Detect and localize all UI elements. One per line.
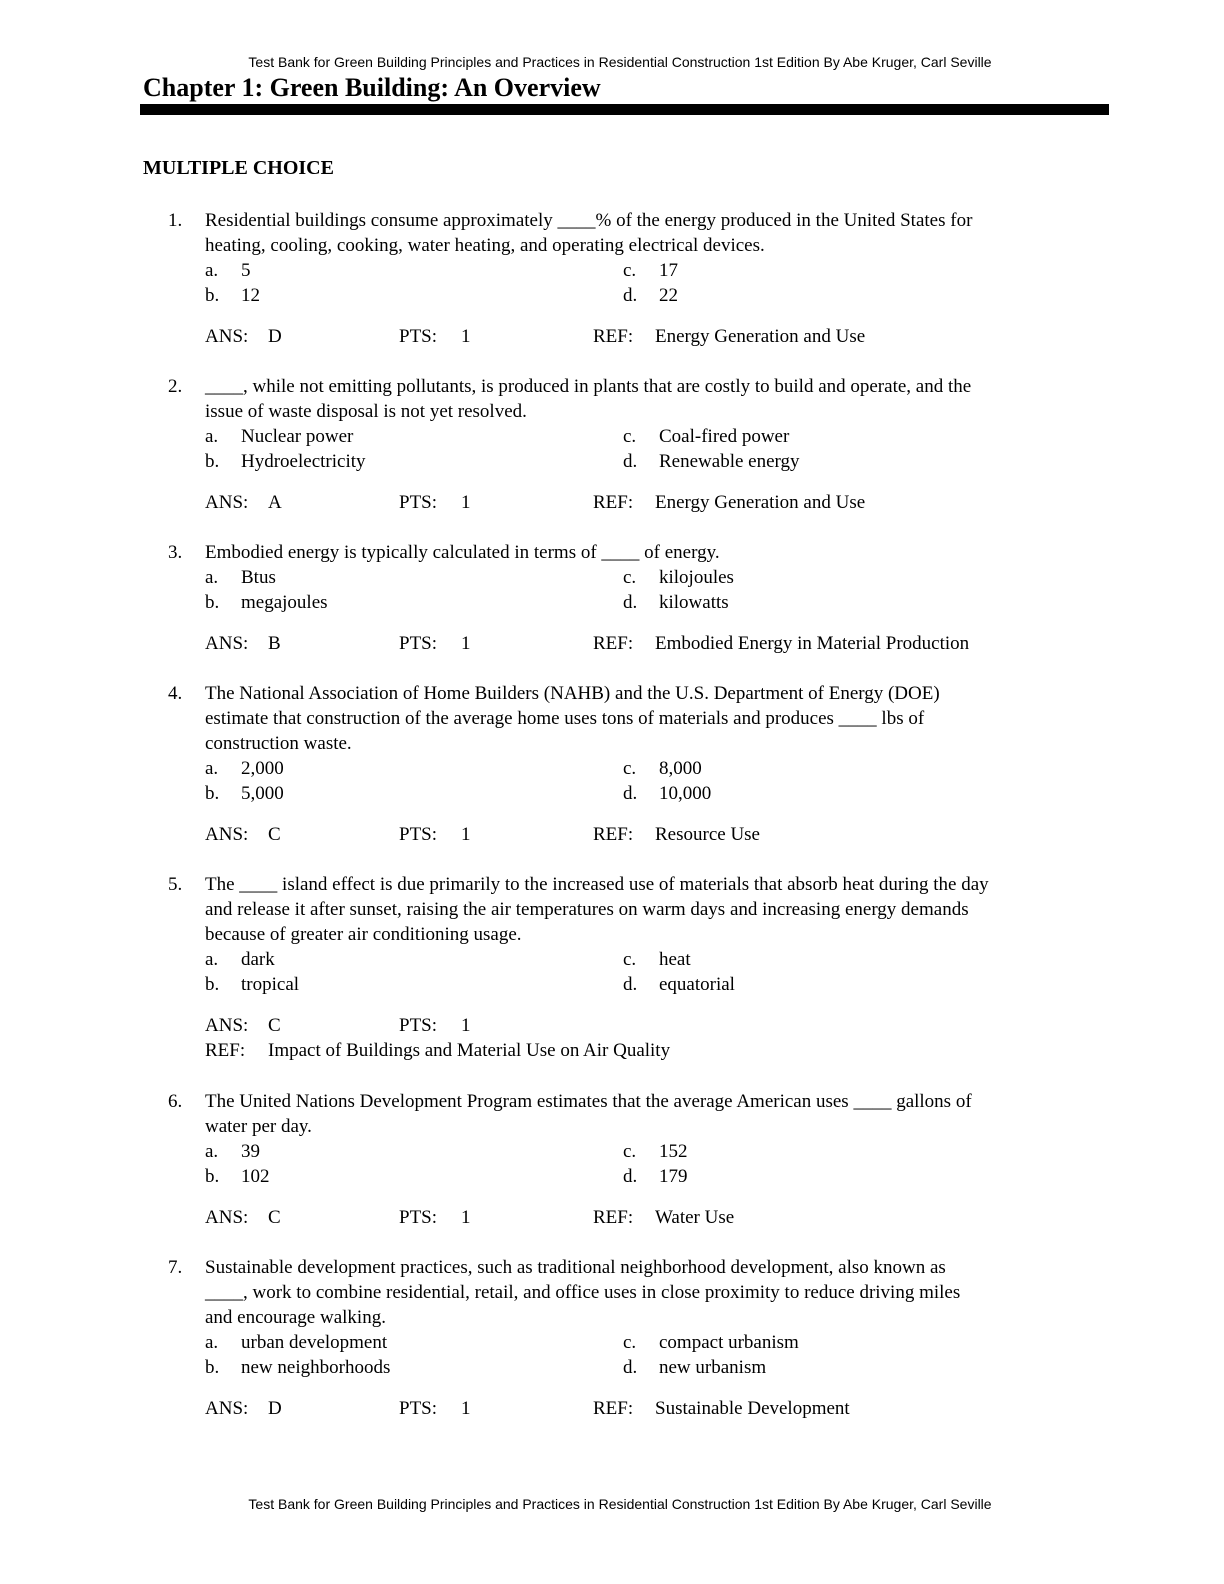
question-line: Embodied energy is typically calculated in terms of ____ of energy. [205,542,720,563]
points-label: PTS: [399,1015,438,1036]
reference-value: Sustainable Development [655,1398,850,1419]
question-line: issue of waste disposal is not yet resolved. [205,401,527,422]
answer-value: D [268,326,282,347]
points-value: 1 [461,1207,471,1228]
option-label: d. [623,285,638,306]
question-text [205,872,1110,947]
option-text: 12 [241,285,260,306]
option-text: 22 [659,285,678,306]
option-label: a. [205,1332,219,1353]
option-text: megajoules [241,592,328,613]
points-value: 1 [461,824,471,845]
option-text: heat [659,949,691,970]
answer-value: A [268,492,282,513]
points-label: PTS: [399,326,438,347]
reference-label: REF: [593,492,634,513]
question-number: 3. [168,542,183,563]
option-label: a. [205,1141,219,1162]
reference-label: REF: [593,1207,634,1228]
option-label: d. [623,783,638,804]
points-label: PTS: [399,1207,438,1228]
reference-label: REF: [593,633,634,654]
option-text: Coal-fired power [659,426,790,447]
points-value: 1 [461,1015,471,1036]
question-line: construction waste. [205,733,352,754]
option-label: d. [623,974,638,995]
option-text: 102 [241,1166,270,1187]
option-text: kilowatts [659,592,729,613]
question-line: Sustainable development practices, such as traditional neighborhood development, also known as [205,1257,946,1278]
question-text [205,681,1110,756]
option-label: c. [623,567,637,588]
question-number: 2. [168,376,183,397]
option-text: 39 [241,1141,260,1162]
reference-value: Embodied Energy in Material Production [655,633,970,654]
option-text: 5 [241,260,251,281]
answer-value: B [268,633,281,654]
option-text: Nuclear power [241,426,354,447]
option-label: c. [623,426,637,447]
question-text [205,374,1110,424]
section-title: MULTIPLE CHOICE [143,157,334,179]
option-text: tropical [241,974,300,995]
option-text: 152 [659,1141,688,1162]
option-text: 17 [659,260,678,281]
option-label: b. [205,974,220,995]
reference-label: REF: [205,1040,246,1061]
option-label: b. [205,451,220,472]
question-number: 4. [168,683,183,704]
question-number: 6. [168,1091,183,1112]
option-text: 10,000 [659,783,712,804]
reference-value: Water Use [655,1207,735,1228]
option-label: b. [205,1166,220,1187]
reference-value: Resource Use [655,824,760,845]
page-footer: Test Bank for Green Building Principles and Practices in Residential Construction 1st Edition By Abe Kruger, Carl Seville [248,1496,992,1512]
option-label: d. [623,1357,638,1378]
question-text [205,1089,1110,1139]
reference-value: Energy Generation and Use [655,492,866,513]
answer-label: ANS: [205,1207,249,1228]
option-text: Btus [241,567,276,588]
option-label: b. [205,1357,220,1378]
option-label: c. [623,1141,637,1162]
answer-label: ANS: [205,326,249,347]
answer-value: D [268,1398,282,1419]
option-label: c. [623,949,637,970]
question-number: 1. [168,210,183,231]
option-text: 5,000 [241,783,284,804]
option-text: Hydroelectricity [241,451,366,472]
page-header: Test Bank for Green Building Principles and Practices in Residential Construction 1st Edition By Abe Kruger, Carl Seville [248,54,992,70]
answer-label: ANS: [205,824,249,845]
question-line: ____, while not emitting pollutants, is produced in plants that are costly to build and operate, and the [205,376,972,397]
reference-label: REF: [593,1398,634,1419]
option-text: dark [241,949,275,970]
chapter-title: Chapter 1: Green Building: An Overview [143,73,601,102]
question-text [205,208,1110,258]
option-label: b. [205,592,220,613]
question-line: The ____ island effect is due primarily to the increased use of materials that absorb heat during the day [205,874,989,895]
option-text: urban development [241,1332,388,1353]
answer-label: ANS: [205,633,249,654]
option-label: b. [205,783,220,804]
option-label: a. [205,260,219,281]
question-line: ____, work to combine residential, retail, and office uses in close proximity to reduce driving miles [205,1282,961,1303]
option-label: a. [205,758,219,779]
reference-label: REF: [593,326,634,347]
option-text: kilojoules [659,567,734,588]
answer-label: ANS: [205,492,249,513]
question-line: estimate that construction of the average home uses tons of materials and produces ____ lbs of [205,708,925,729]
question-line: and release it after sunset, raising the air temperatures on warm days and increasing energy demands [205,899,969,920]
reference-label: REF: [593,824,634,845]
question-line: and encourage walking. [205,1307,386,1328]
option-text: equatorial [659,974,735,995]
points-value: 1 [461,633,471,654]
question-text [205,540,1110,565]
option-label: a. [205,426,219,447]
option-label: c. [623,260,637,281]
option-label: a. [205,567,219,588]
answer-value: C [268,1015,281,1036]
points-label: PTS: [399,633,438,654]
answer-value: C [268,824,281,845]
question-line: heating, cooling, cooking, water heating, and operating electrical devices. [205,235,765,256]
points-label: PTS: [399,492,438,513]
option-label: a. [205,949,219,970]
title-rule [140,104,1109,115]
option-text: 179 [659,1166,688,1187]
question-number: 7. [168,1257,183,1278]
question-line: The National Association of Home Builders (NAHB) and the U.S. Department of Energy (DOE) [205,683,940,704]
answer-label: ANS: [205,1398,249,1419]
question-number: 5. [168,874,183,895]
option-label: d. [623,451,638,472]
question-line: water per day. [205,1116,312,1137]
question-text [205,1255,1110,1330]
answer-value: C [268,1207,281,1228]
question-line: because of greater air conditioning usage. [205,924,522,945]
option-label: c. [623,1332,637,1353]
option-label: d. [623,592,638,613]
option-text: Renewable energy [659,451,800,472]
points-label: PTS: [399,1398,438,1419]
option-label: b. [205,285,220,306]
option-label: c. [623,758,637,779]
reference-value: Impact of Buildings and Material Use on Air Quality [268,1040,671,1061]
answer-label: ANS: [205,1015,249,1036]
points-value: 1 [461,1398,471,1419]
option-label: d. [623,1166,638,1187]
question-line: Residential buildings consume approximately ____% of the energy produced in the United States for [205,210,973,231]
reference-value: Energy Generation and Use [655,326,866,347]
option-text: 8,000 [659,758,702,779]
question-line: The United Nations Development Program estimates that the average American uses ____ gallons of [205,1091,972,1112]
option-text: new neighborhoods [241,1357,391,1378]
points-label: PTS: [399,824,438,845]
option-text: compact urbanism [659,1332,799,1353]
option-text: new urbanism [659,1357,767,1378]
points-value: 1 [461,492,471,513]
option-text: 2,000 [241,758,284,779]
points-value: 1 [461,326,471,347]
